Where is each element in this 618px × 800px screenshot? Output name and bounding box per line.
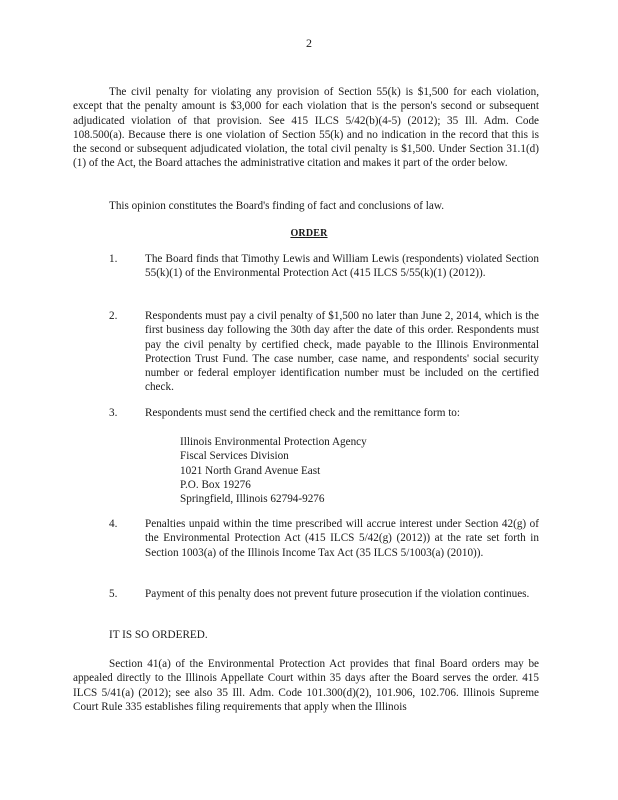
order-item-number: 4. [109,518,118,530]
address-line: 1021 North Grand Avenue East [180,464,321,477]
remittance-address [180,435,367,506]
findings-paragraph: This opinion constitutes the Board's finding of fact and conclusions of law. [109,200,444,212]
order-item [109,517,539,560]
order-item-text: Penalties unpaid within the time prescribed will accrue interest under Section 42(g) of the Environmental Protection Act (415 ILCS 5/42(g) (2012)) at the rate set forth in Section 1003(a) of the Illinois Income Tax Act (35 ILCS 5/1003(a) (2010)). [145,518,539,559]
order-item-text: Respondents must pay a civil penalty of $1,500 no later than June 2, 2014, which is the first business day following the 30th day after the date of this order. Respondents must pay the civil penalty by certified check, made payable to the Illinois Environmental Protection Trust Fund. The case number, case name, and respondents' social security number or federal employer identification number must be included on the certified check. [145,310,539,394]
address-line: Springfield, Illinois 62794-9276 [180,493,325,506]
address-line: Fiscal Services Division [180,450,289,463]
address-line: Illinois Environmental Protection Agency [180,436,367,448]
order-item-number: 5. [109,588,118,600]
order-item [109,309,539,395]
so-ordered-line: IT IS SO ORDERED. [109,629,208,641]
penalty-paragraph: The civil penalty for violating any provision of Section 55(k) is $1,500 for each violation, except that the penalty amount is $3,000 for each violation that is the person's second or subsequent adjudicated violation of that provision. See 415 ILCS 5/42(b)(4-5) (2012); 35 Ill. Adm. Code 108.500(a). Because there is one violation of Section 55(k) and no indication in the record that this is the second or subsequent adjudicated violation, the total civil penalty is $1,500. Under Section 31.1(d)(1) of the Act, the Board attaches the administrative citation and makes it part of the order below. [73,86,539,170]
page-number: 2 [306,36,312,50]
order-item-number: 1. [109,253,118,265]
order-item-text: Payment of this penalty does not prevent future prosecution if the violation continues. [145,588,530,600]
order-item-text: Respondents must send the certified check and the remittance form to: [145,407,461,419]
order-item-text: The Board finds that Timothy Lewis and William Lewis (respondents) violated Section 55(k)(1) of the Environmental Protection Act (415 ILCS 5/55(k)(1) (2012)). [145,253,539,280]
order-item [109,587,539,601]
order-item [109,406,539,420]
order-item-number: 3. [109,407,118,419]
address-line: P.O. Box 19276 [180,478,251,491]
appeal-paragraph: Section 41(a) of the Environmental Protection Act provides that final Board orders may be appealed directly to the Illinois Appellate Court within 35 days after the Board serves the order. 415 ILCS 5/41(a) (2012); see also 35 Ill. Adm. Code 101.300(d)(2), 101.906, 102.706. Illinois Supreme Court Rule 335 establishes filing requirements that apply when the Illinois [73,658,539,713]
order-item-number: 2. [109,310,118,322]
order-heading: ORDER [290,228,328,239]
order-item [109,252,539,281]
